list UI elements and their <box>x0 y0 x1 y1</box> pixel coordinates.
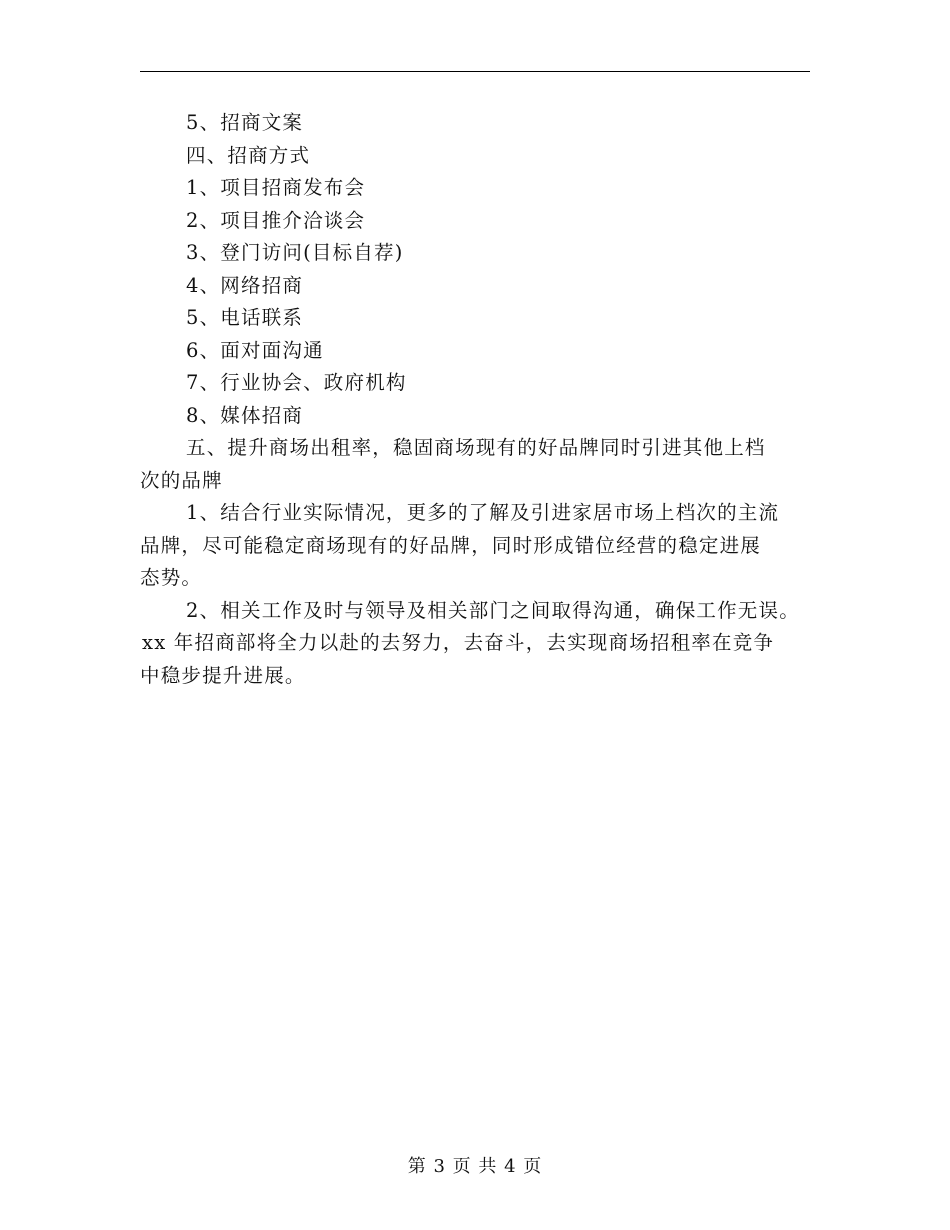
page-number: 第 3 页 共 4 页 <box>407 1156 543 1177</box>
paragraph-line: 2、相关工作及时与领导及相关部门之间取得沟通，确保工作无误。 <box>186 598 800 622</box>
paragraph-line: 态势。 <box>140 566 203 589</box>
paragraph-line: 品牌，尽可能稳定商场现有的好品牌，同时形成错位经营的稳定进展 <box>140 533 762 557</box>
list-item: 8、媒体招商 <box>186 403 304 427</box>
paragraph-line: xx 年招商部将全力以赴的去努力，去奋斗，去实现商场招租率在竞争 <box>142 631 775 654</box>
header-rule <box>140 71 810 72</box>
list-item: 3、登门访问(目标自荐) <box>186 241 404 264</box>
list-item: 7、行业协会、政府机构 <box>186 371 407 394</box>
paragraph-line: 1、结合行业实际情况，更多的了解及引进家居市场上档次的主流 <box>186 501 780 524</box>
paragraph-line: 中稳步提升进展。 <box>140 663 306 687</box>
paragraph-line: 次的品牌 <box>140 468 223 492</box>
list-item: 5、电话联系 <box>186 306 304 329</box>
section-heading: 五、提升商场出租率，稳固商场现有的好品牌同时引进其他上档 <box>186 436 766 459</box>
document-body <box>140 107 825 692</box>
list-item: 1、项目招商发布会 <box>186 176 366 199</box>
section-heading: 四、招商方式 <box>186 143 311 167</box>
list-item: 2、项目推介洽谈会 <box>186 208 366 232</box>
list-item: 4、网络招商 <box>186 273 304 297</box>
list-item: 6、面对面沟通 <box>186 338 324 362</box>
list-item: 5、招商文案 <box>186 111 304 134</box>
